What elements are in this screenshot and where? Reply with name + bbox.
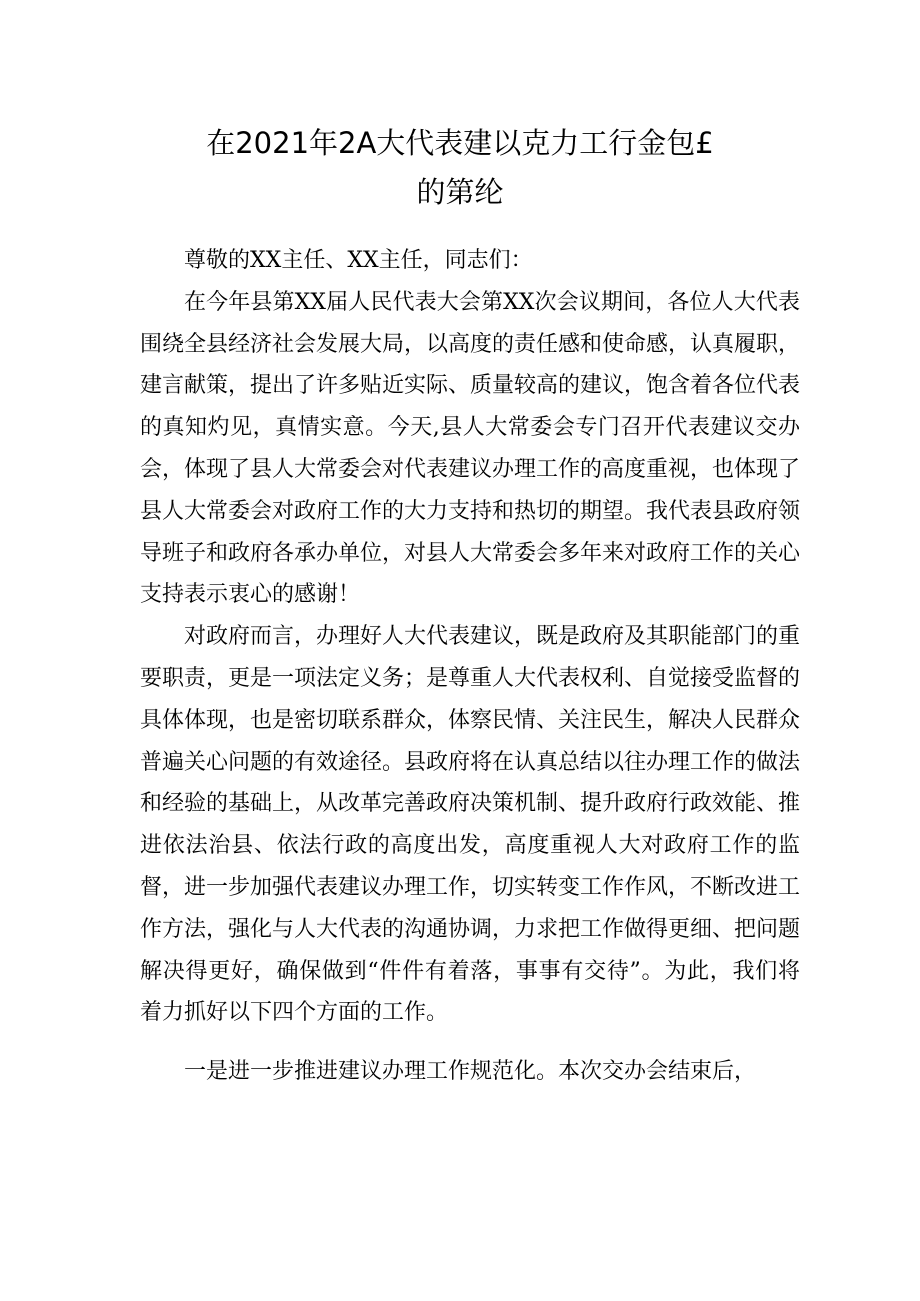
paragraph-2: 对政府而言，办理好人大代表建议，既是政府及其职能部门的重要职责，更是一项法定义务；是尊重人大代表权利、自觉接受监督的具体体现，也是密切联系群众，体察民情、关注民生，解决人民群众普遍关心问题的有效途径。县政府将在认真总结以往办理工作的做法和经验的基础上，从改革完善政府决策机制、提升政府行政效能、推进依法治县、依法行政的高度出发，高度重视人大对政府工作的监督，进一步加强代表建议办理工作，切实转变工作作风，不断改进工作方法，强化与人大代表的沟通协调，力求把工作做得更细、把问题解决得更好，确保做到“件件有着落，事事有交待”。为此，我们将着力抓好以下四个方面的工作。 <box>140 624 801 1026</box>
document-body <box>140 240 800 1093</box>
document-title-line-2: 的第纶 <box>416 175 504 209</box>
document-title-line-1: 在2021年2A大代表建以克力工行金包£ <box>206 126 714 160</box>
paragraph-3: 一是进一步推进建议办理工作规范化。本次交办会结束后， <box>184 1059 757 1085</box>
salutation: 尊敬的XX主任、XX主任，同志们： <box>184 248 533 273</box>
paragraph-1: 在今年县第XX届人民代表大会第XX次会议期间，各位人大代表围绕全县经济社会发展大局，以高度的责任感和使命感，认真履职，建言献策，提出了许多贴近实际、质量较高的建议，饱含着各位代表的真知灼见，真情实意。今天,县人大常委会专门召开代表建议交办会，体现了县人大常委会对代表建议办理工作的高度重视，也体现了县人大常委会对政府工作的大力支持和热切的期望。我代表县政府领导班子和政府各承办单位，对县人大常委会多年来对政府工作的关心支持表示衷心的感谢！ <box>140 289 801 608</box>
